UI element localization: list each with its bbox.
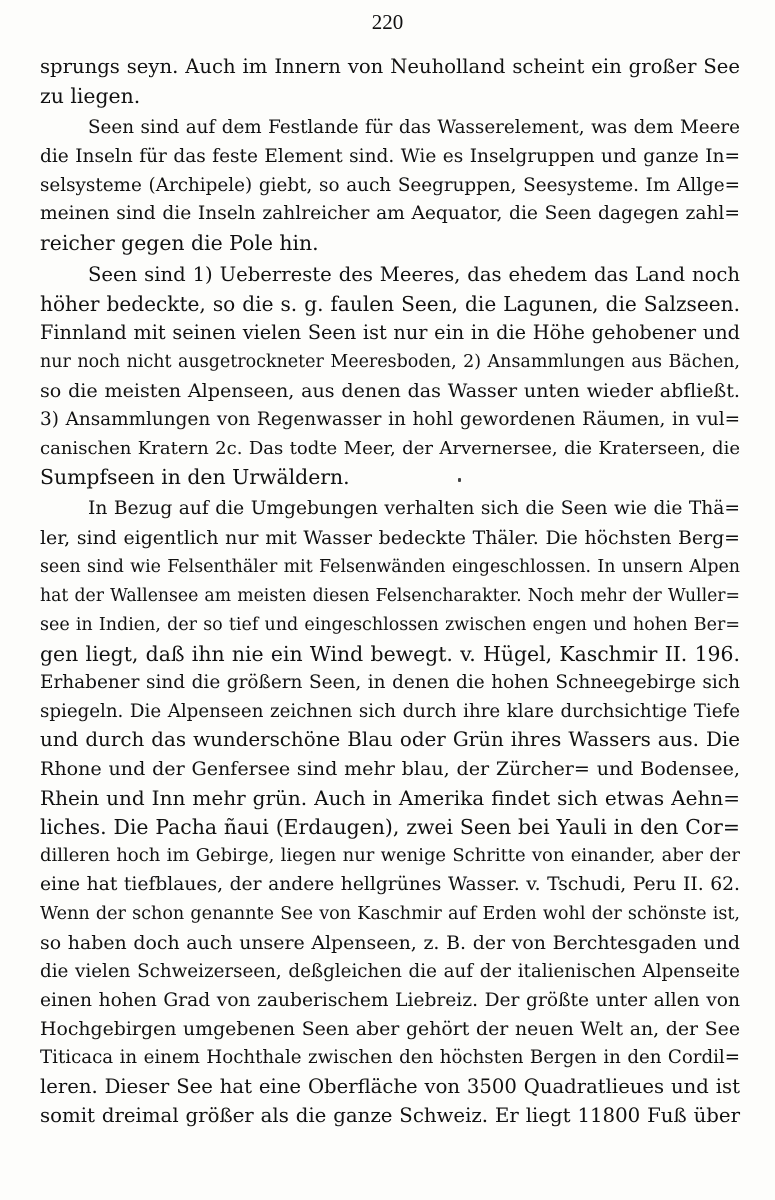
text-line: gen liegt, daß ihn nie ein Wind bewegt. v. Hügel, Kaschmir II. 196. [40,641,740,666]
text-line: höher bedeckte, so die s. g. faulen Seen, die Lagunen, die Salzseen. [40,292,740,317]
text-line: somit dreimal größer als die ganze Schweiz. Er liegt 11800 Fuß über [40,1104,740,1128]
text-line: see in Indien, der so tief und eingeschlossen zwischen engen und hohen Ber= [40,614,740,635]
text-line: einen hohen Grad von zauberischem Liebreiz. Der größte unter allen von [40,989,740,1011]
text-line: eine hat tiefblaues, der andere hellgrünes Wasser. v. Tschudi, Peru II. 62. [40,873,740,895]
text-line: Finnland mit seinen vielen Seen ist nur ein in die Höhe gehobener und [40,321,740,345]
text-line: sprungs seyn. Auch im Innern von Neuholland scheint ein großer See [40,55,740,78]
text-line: und durch das wunderschöne Blau oder Grün ihres Wassers aus. Die [40,728,740,752]
text-line: Sumpfseen in den Urwäldern. [40,465,350,490]
text-line: ler, sind eigentlich nur mit Wasser bedeckte Thäler. Die höchsten Berg= [40,527,740,550]
text-line: meinen sind die Inseln zahlreicher am Aequator, die Seen dagegen zahl= [40,203,740,225]
text-line: Wenn der schon genannte See von Kaschmir auf Erden wohl der schönste ist, [40,903,740,924]
text-line: hat der Wallensee am meisten diesen Felsencharakter. Noch mehr der Wuller= [40,586,740,607]
ink-speck [458,478,461,482]
text-line: Seen sind 1) Ueberreste des Meeres, das ehedem das Land noch [88,263,740,287]
text-line: Rhein und Inn mehr grün. Auch in Amerika findet sich etwas Aehn= [40,786,740,811]
text-line: so die meisten Alpenseen, aus denen das Wasser unten wieder abfließt. [40,378,740,402]
text-line: canischen Kratern 2c. Das todte Meer, der Arvernersee, die Kraterseen, die [40,437,740,459]
text-line: liches. Die Pacha ñaui (Erdaugen), zwei Seen bei Yauli in den Cor= [40,815,740,840]
text-line: so haben doch auch unsere Alpenseen, z. B. der von Berchtesgaden und [40,931,740,954]
body-text [40,53,740,1131]
text-line: In Bezug auf die Umgebungen verhalten sich die Seen wie die Thä= [88,498,740,520]
page-number: 220 [371,10,404,34]
text-line: Hochgebirgen umgebenen Seen aber gehört der neuen Welt an, der See [40,1018,740,1041]
text-line: Seen sind auf dem Festlande für das Wasserelement, was dem Meere [88,116,740,138]
text-line: Rhone und der Genfersee sind mehr blau, der Zürcher= und Bodensee, [40,757,740,781]
text-line: selsysteme (Archipele) giebt, so auch Seegruppen, Seesysteme. Im Allge= [40,174,740,196]
text-line: Titicaca in einem Hochthale zwischen den höchsten Bergen in den Cordil= [40,1047,740,1069]
text-line: Erhabener sind die größern Seen, in denen die hohen Schneegebirge sich [40,671,740,693]
text-line: zu liegen. [40,83,141,108]
text-line: reicher gegen die Pole hin. [40,231,319,256]
text-line: spiegeln. Die Alpenseen zeichnen sich durch ihre klare durchsichtige Tiefe [40,700,740,722]
text-line: die vielen Schweizerseen, deßgleichen die auf der italienischen Alpenseite [40,960,740,982]
text-line: die Inseln für das feste Element sind. Wie es Inselgruppen und ganze In= [40,145,740,167]
text-line: dilleren hoch im Gebirge, liegen nur wenige Schritte von einander, aber der [40,845,740,867]
text-line: nur noch nicht ausgetrockneter Meeresboden, 2) Ansammlungen aus Bächen, [40,351,740,372]
text-line: 3) Ansammlungen von Regenwasser in hohl gewordenen Räumen, in vul= [40,408,740,430]
text-line: seen sind wie Felsenthäler mit Felsenwänden eingeschlossen. In unsern Alpen [40,557,740,578]
text-line: leren. Dieser See hat eine Oberfläche von 3500 Quadratlieues und ist [40,1075,740,1099]
